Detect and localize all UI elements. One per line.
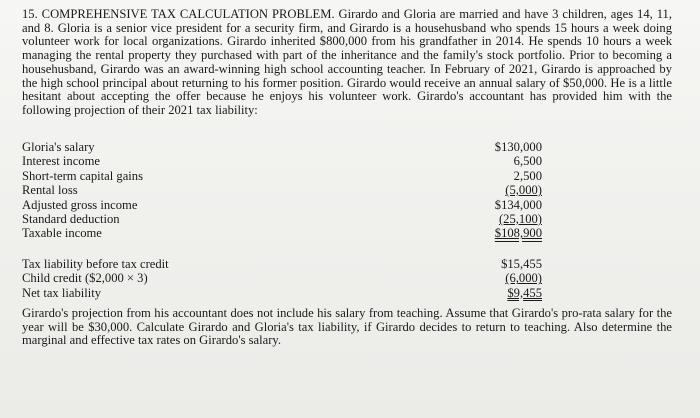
- row-value: $130,000: [494, 140, 542, 154]
- problem-intro-text: 15. COMPREHENSIVE TAX CALCULATION PROBLEM. Girardo and Gloria are married and have 3 children, ages 14, 11, and 8. Gloria is a senior vice president for a security firm, and Girardo is a househusband who spends 15 hours a week doing volunteer work for local organizations. Girardo inherited $800,000 from his grandfather in 2014. He spends 10 hours a week managing the rental property they purchased with part of the inheritance and the family's stock portfolio. Prior to becoming a househusband, Girardo was an award-winning high school accounting teacher. In February of 2021, Girardo is approached by the high school principal about returning to his former position. Girardo would receive an annual salary of $50,000. He is a little hesitant about accepting the offer because he enjoys his volunteer work. Girardo's accountant has provided him with the following projection of their 2021 tax liability:: [22, 7, 672, 117]
- tax-projection-table: [22, 140, 542, 241]
- row-value: $108,900: [494, 226, 542, 241]
- table-row: [22, 140, 542, 154]
- problem-question-text: Girardo's projection from his accountant does not include his salary from teaching. Assume that Girardo's pro-rata salary for the year will be $30,000. Calculate Girardo and Gloria's tax liability, if Girardo decides to return to teaching. Also determine the marginal and effective tax rates on Girardo's salary.: [22, 306, 672, 348]
- row-value: $134,000: [494, 197, 542, 212]
- problem-question: [22, 307, 672, 348]
- table-row: [22, 212, 542, 226]
- row-label: Short-term capital gains: [22, 168, 144, 183]
- row-value: (25,100): [498, 211, 542, 226]
- row-label: Tax liability before tax credit: [22, 257, 169, 271]
- row-value: (6,000): [505, 271, 542, 286]
- table-row: [22, 271, 542, 285]
- table-row: [22, 183, 542, 197]
- row-value: 6,500: [513, 154, 542, 169]
- row-label: Rental loss: [22, 183, 78, 198]
- row-label: Taxable income: [22, 226, 102, 241]
- table-row: [22, 198, 542, 212]
- table-row: [22, 169, 542, 183]
- row-label: Adjusted gross income: [22, 197, 138, 212]
- row-value: $15,455: [501, 257, 542, 271]
- table-row: [22, 226, 542, 240]
- table-row: [22, 286, 542, 300]
- tax-liability-table: [22, 257, 542, 300]
- row-label: Interest income: [22, 154, 100, 169]
- row-value: 2,500: [513, 168, 542, 183]
- row-label: Net tax liability: [22, 285, 102, 300]
- table-row: [22, 154, 542, 168]
- row-label: Gloria's salary: [22, 140, 95, 154]
- table-row: [22, 257, 542, 271]
- row-value: $9,455: [507, 285, 542, 300]
- row-label: Child credit ($2,000 × 3): [22, 271, 148, 286]
- row-label: Standard deduction: [22, 211, 120, 226]
- row-value: (5,000): [505, 183, 542, 198]
- problem-intro: [22, 8, 672, 118]
